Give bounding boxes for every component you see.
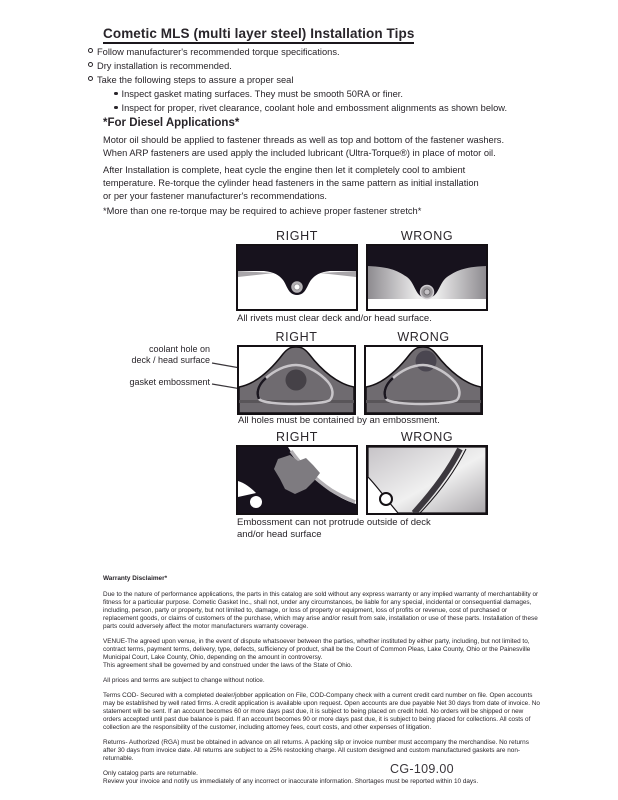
hole-outside-embossment-diagram [366,347,481,413]
diesel-heading: *For Diesel Applications* [103,117,240,129]
text-line: temperature. Re-torque the cylinder head fasteners in the same pattern as initial installation [103,178,479,188]
figure-embossment-right [236,430,358,515]
warranty-paragraph: Only catalog parts are returnable. [103,770,198,777]
warranty-heading: Warranty Disclaimer* [103,575,168,582]
callout-text-line: coolant hole on [148,344,210,354]
list-item-text: Inspect for proper, rivet clearance, coolant hole and embossment alignments as shown below. [121,103,508,113]
caption-line: Embossment can not protrude outside of deck [237,517,431,528]
wrong-label: WRONG [400,229,454,243]
holes-caption: All holes must be contained by an embossment. [238,415,440,426]
list-item-text: Dry installation is recommended. [97,61,232,71]
text-line: Motor oil should be applied to fastener threads as well as top and bottom of the fastener washers. [103,135,505,145]
holes-wrong-illustration [364,345,483,415]
diesel-paragraph-2 [103,164,479,203]
text-line: After Installation is complete, heat cycle the engine then let it completely cool to ambient [103,165,466,175]
figure-row-holes [237,330,483,415]
open-bullet-icon [88,62,93,67]
right-label: RIGHT [275,330,318,344]
rivet-hits-deck-diagram [368,246,486,309]
embossment-caption [237,517,431,541]
warranty-disclaimer [103,575,541,786]
page-title [103,25,414,44]
diesel-paragraph-1 [103,134,504,160]
list-subitem [88,87,507,101]
right-label: RIGHT [276,229,318,243]
figure-rivet-wrong [366,229,488,311]
list-item [88,45,507,59]
open-bullet-icon [88,48,93,53]
rivet-clears-deck-diagram [238,246,356,309]
figure-holes-wrong [364,330,483,415]
warranty-paragraph: Returns- Authorized (RGA) must be obtained in advance on all returns. A packing slip or invoice number must accompany the merchandise. No returns after 30 days from invoice date. All returns are subject to a 25% restocking charge. All custom designed and custom manufactured gaskets are non-returnable. [103,739,529,762]
tips-list [88,45,507,115]
callout-gasket-embossment: gasket embossment [129,377,210,387]
embossment-outside-deck-diagram [368,447,486,513]
embossment-right-illustration [236,445,358,515]
figure-holes-right [237,330,356,415]
warranty-paragraph: All prices and terms are subject to change without notice. [103,677,265,684]
open-bullet-icon [88,76,93,81]
right-label: RIGHT [276,430,318,444]
warranty-paragraph: Review your invoice and notify us immediately of any incorrect or inaccurate information. Shortages must be reported within 10 days. [103,778,479,785]
page-title-text: Cometic MLS (multi layer steel) Installation Tips [103,26,414,44]
figure-row-embossment [236,430,488,515]
retorque-note: *More than one re-torque may be required to achieve proper fastener stretch* [103,206,422,216]
figure-embossment-wrong [366,430,488,515]
callout-text-line: deck / head surface [131,355,210,365]
warranty-paragraph: VENUE-The agreed upon venue, in the event of dispute whatsoever between the parties, whether instituted by either party, including, but not limited to, contract terms, payment terms, delivery, type, defects, sufficiency of product, shall be the Court of Common Pleas, Lake County, Ohio or the Painesville Municipal Court, Lake County, Ohio, depending on the amount in controversy. [103,638,531,661]
embossment-wrong-illustration [366,445,488,515]
page-code: CG-109.00 [390,762,454,776]
rivet-right-illustration [236,244,358,311]
rivet-wrong-illustration [366,244,488,311]
list-subitem [88,101,507,115]
list-item [88,59,507,73]
warranty-paragraph: Terms COD- Secured with a completed dealer/jobber application on File, COD-Company check with a current credit card number on file. Open accounts may be established by well rated firms. A credit application is available upon request. Open accounts are due payable Net 30 days from date of invoice. No statement will be sent. If an account becomes 60 or more days past due, it is subject to being placed on credit hold. No orders will be shipped or new orders accepted until past due balance is paid. If an account becomes 90 or more days past due, it is subject to being placed for collections. All costs of collection are the responsibility of the customer, including attorney fees, court costs, and other expenses of litigation. [103,692,540,731]
embossment-inside-deck-diagram [238,447,356,513]
holes-right-illustration [237,345,356,415]
warranty-paragraph: Due to the nature of performance applications, the parts in this catalog are sold without any express warranty or any implied warranty of merchantability or fitness for a particular purpose. Cometic Gasket Inc., shall not, under any circumstances, be liable for any special, incidental or consequential damages, including, person, party or property, but not limited to, damage, or loss of property or equipment, loss of profits or revenue, cost of purchased or replacement goods, or claims of customers of the purchase, which may arise and/or result from sale, installation or use of these parts. Installation of these parts could adversely affect the motor manufacturers warranty coverage. [103,591,539,630]
rivet-caption: All rivets must clear deck and/or head surface. [237,313,432,324]
filled-bullet-icon [114,92,118,96]
filled-bullet-icon [114,106,118,110]
text-line: or per your fastener manufacturer's recommendations. [103,191,327,201]
text-line: When ARP fasteners are used apply the included lubricant (Ultra-Torque®) in place of motor oil. [103,148,496,158]
list-item-text: Inspect gasket mating surfaces. They must be smooth 50RA or finer. [121,89,403,99]
warranty-paragraph: This agreement shall be governed by and construed under the laws of the State of Ohio. [103,662,353,669]
hole-inside-embossment-diagram [239,347,354,413]
list-item-text: Follow manufacturer's recommended torque specifications. [97,47,340,57]
wrong-label: WRONG [397,330,450,344]
figure-rivet-right [236,229,358,311]
list-item-text: Take the following steps to assure a proper seal [97,75,294,85]
figure-row-rivets [236,229,488,311]
list-item [88,73,507,87]
caption-line: and/or head surface [237,529,322,540]
wrong-label: WRONG [400,430,454,444]
callout-coolant-hole [110,344,210,366]
